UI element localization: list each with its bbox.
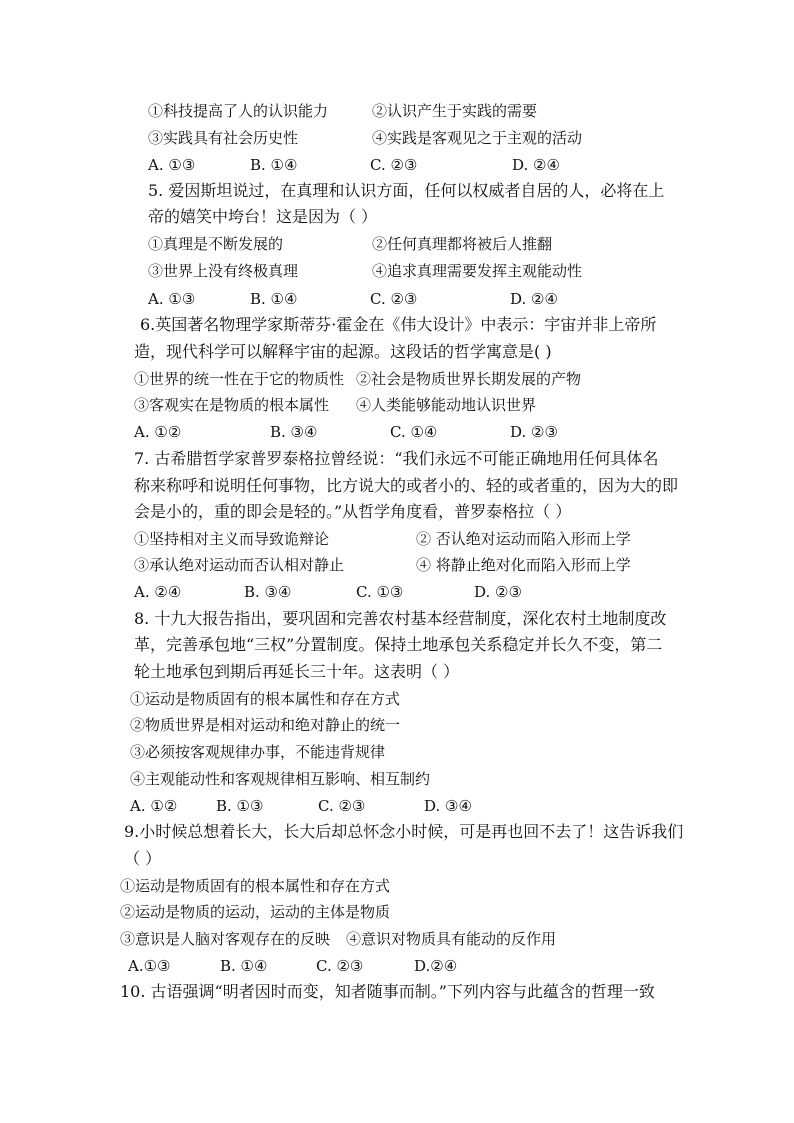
option-a: A. ①③: [148, 156, 196, 174]
option-d: D. ②③: [474, 583, 522, 601]
option-a: A. ①③: [148, 290, 196, 308]
statement: ④意识对物质具有能动的反作用: [346, 930, 557, 948]
option-b: B. ①③: [216, 797, 264, 815]
q6-stem: 造，现代科学可以解释宇宙的起源。这段话的哲学寓意是( ): [134, 342, 552, 361]
option-b: B. ③④: [244, 583, 292, 601]
option-a: A. ①②: [130, 797, 178, 815]
statement: ①真理是不断发展的: [148, 235, 284, 253]
option-d: D.②④: [414, 957, 458, 975]
q5-stem: 5. 爱因斯坦说过，在真理和认识方面，任何以权威者自居的人，必将在上: [148, 181, 665, 200]
q6-stem: 6.英国著名物理学家斯蒂芬·霍金在《伟大设计》中表示：宇宙并非上帝所: [140, 315, 657, 334]
q8-statement: ②物质世界是相对运动和绝对静止的统一: [130, 716, 401, 734]
q8-statement: ④主观能动性和客观规律相互影响、相互制约: [130, 770, 431, 788]
statement: ② 否认绝对运动而陷入形而上学: [416, 530, 631, 548]
q8-stem: 革，完善承包地“三权”分置制度。保持土地承包关系稳定并长久不变，第二: [134, 635, 663, 654]
option-c: C. ②③: [370, 290, 418, 308]
statement: ①科技提高了人的认识能力: [148, 102, 329, 120]
q9-statement: ②运动是物质的运动，运动的主体是物质: [120, 903, 391, 921]
q9-stem: （ ）: [124, 849, 162, 868]
q10-stem: 10. 古语强调“明者因时而变，知者随事而制。”下列内容与此蕴含的哲理一致: [120, 982, 655, 1001]
statement: ④ 将静止绝对化而陷入形而上学: [416, 556, 631, 574]
statement: ③实践具有社会历史性: [148, 129, 299, 147]
q5-stem: 帝的嬉笑中垮台！这是因为（ ）: [148, 207, 378, 226]
statement: ③意识是人脑对客观存在的反映: [120, 930, 331, 948]
q8-statement: ①运动是物质固有的根本属性和存在方式: [130, 690, 401, 708]
statement: ②任何真理都将被后人推翻: [372, 235, 553, 253]
statement: ③客观实在是物质的根本属性: [134, 396, 330, 414]
option-d: D. ②④: [512, 156, 560, 174]
statement: ③世界上没有终极真理: [148, 262, 299, 280]
option-c: C. ①④: [390, 423, 438, 441]
statement: ③承认绝对运动而否认相对静止: [134, 556, 345, 574]
option-c: C. ②③: [370, 156, 418, 174]
option-c: C. ②③: [316, 957, 364, 975]
statement: ④追求真理需要发挥主观能动性: [372, 262, 583, 280]
statement: ②社会是物质世界长期发展的产物: [356, 370, 582, 388]
option-c: C. ①③: [356, 583, 404, 601]
statement: ①坚持相对主义而导致诡辩论: [134, 530, 330, 548]
option-b: B. ①④: [220, 957, 268, 975]
option-c: C. ②③: [318, 797, 366, 815]
option-b: B. ③④: [270, 423, 318, 441]
q9-statement: ①运动是物质固有的根本属性和存在方式: [120, 877, 391, 895]
q8-stem: 8. 十九大报告指出，要巩固和完善农村基本经营制度，深化农村土地制度改: [134, 609, 667, 628]
q9-stem: 9.小时候总想着长大，长大后却总怀念小时候，可是再也回不去了！这告诉我们: [124, 822, 684, 841]
option-a: A. ①②: [134, 423, 182, 441]
statement: ④人类能够能动地认识世界: [356, 396, 537, 414]
statement: ①世界的统一性在于它的物质性: [134, 370, 345, 388]
option-b: B. ①④: [250, 156, 298, 174]
option-d: D. ②③: [510, 423, 558, 441]
option-b: B. ①④: [250, 290, 298, 308]
statement: ④实践是客观见之于主观的活动: [372, 129, 583, 147]
q8-stem: 轮土地承包到期后再延长三十年。这表明（ ）: [134, 662, 460, 681]
q8-statement: ③必须按客观规律办事，不能违背规律: [130, 743, 386, 761]
q7-stem: 会是小的，重的即会是轻的。”从哲学角度看，普罗泰格拉（ ）: [134, 502, 572, 521]
q7-stem: 称来称呼和说明任何事物，比方说大的或者小的、轻的或者重的，因为大的即: [134, 476, 679, 495]
option-d: D. ③④: [424, 797, 472, 815]
option-d: D. ②④: [510, 290, 558, 308]
statement: ②认识产生于实践的需要: [372, 102, 538, 120]
option-a: A. ②④: [134, 583, 182, 601]
option-a: A.①③: [128, 957, 171, 975]
q7-stem: 7. 古希腊哲学家普罗泰格拉曾经说：“我们永远不可能正确地用任何具体名: [134, 449, 659, 468]
